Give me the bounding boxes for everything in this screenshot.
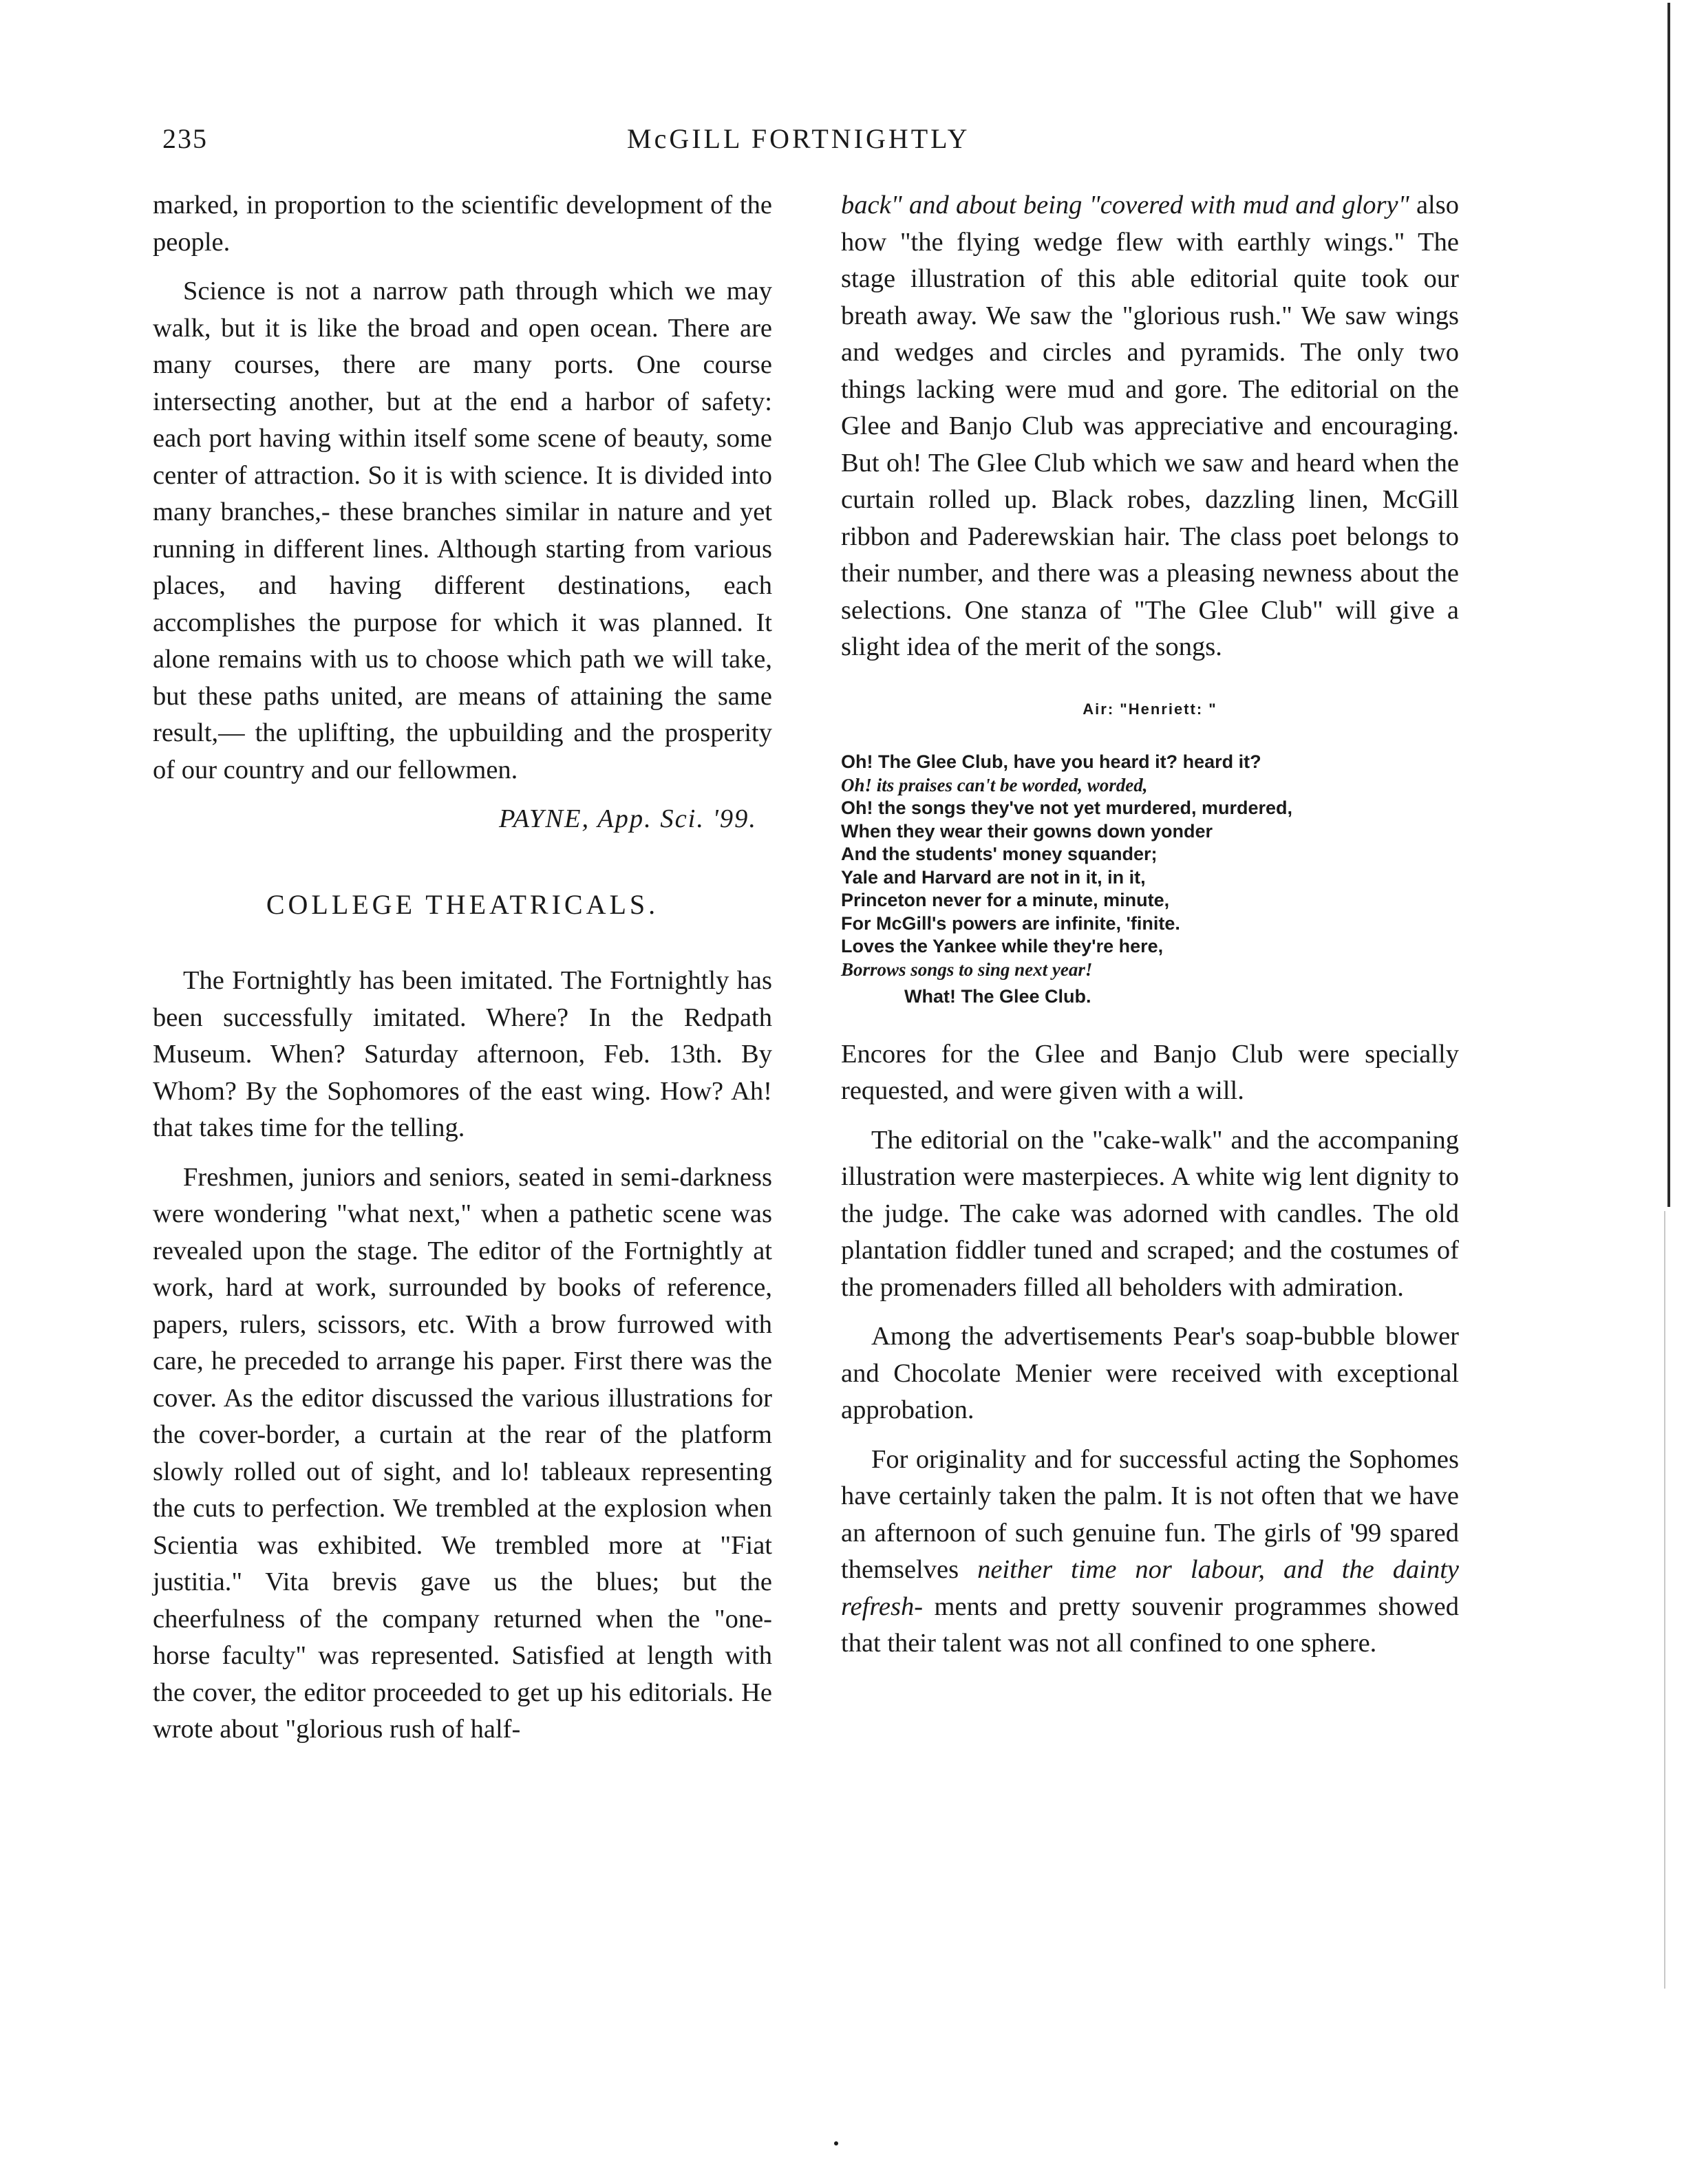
poem-refrain: What! The Glee Club. xyxy=(904,986,1091,1007)
paragraph: Among the advertisements Pear's soap-bubble blower and Chocolate Menier were received with exceptional approbation. xyxy=(841,1322,1459,1424)
right-column xyxy=(841,187,1459,1675)
poem-line: Yale and Harvard are not in it, in it, xyxy=(841,866,1146,888)
paragraph-text: For originality and for successful acting the Sophomes have certainly taken the palm. It is not often that we have an afternoon of such genuine fun. The girls of '99 spared themselves xyxy=(841,1444,1459,1584)
poem-line: Borrows songs to sing next year! xyxy=(841,959,1093,980)
poem-line: Oh! its praises can't be worded, worded, xyxy=(841,774,1148,795)
ink-speck xyxy=(834,2141,838,2145)
poem xyxy=(841,751,1459,1009)
poem-line: And the students' money squander; xyxy=(841,844,1158,864)
paragraph: Freshmen, juniors and seniors, seated in semi-darkness were wondering "what next," when a pathetic scene was revealed upon the stage. The editor of the Fortnightly at work, hard at work, surrounded by books of reference, papers, rulers, scissors, etc. With a brow furrowed with care, he preceded to arrange his paper. First there was the cover. As the editor discussed the various illustrations for the cover-border, a curtain at the rear of the platform slowly rolled out of sight, and lo! tableaux representing the cuts to perfection. We trembled at the explosion when Scientia was exhibited. We trembled more at "Fiat justitia." Vita brevis gave us the blues; but the cheerfulness of the company returned when the "one-horse faculty" was represented. Satisfied at length with the cover, the editor proceeded to get up his editorials. He wrote about "glorious rush of half- xyxy=(153,1162,772,1744)
poem-line: Oh! The Glee Club, have you heard it? heard it? xyxy=(841,751,1261,772)
poem-line: For McGill's powers are infinite, 'finite. xyxy=(841,912,1180,934)
section-title: COLLEGE THEATRICALS. xyxy=(266,888,659,920)
poem-line: Loves the Yankee while they're here, xyxy=(841,936,1164,956)
paragraph xyxy=(841,187,1459,666)
paragraph: Encores for the Glee and Banjo Club were specially requested, and were given with a will. xyxy=(841,1039,1459,1105)
page-header xyxy=(162,122,1456,164)
left-column xyxy=(153,187,772,1761)
page-edge-mark xyxy=(1667,3,1670,1207)
poem-line: When they wear their gowns down yonder xyxy=(841,820,1213,842)
song-air-caption: Air: "Henriett: " xyxy=(1083,700,1217,718)
paragraph-text: also how "the flying wedge flew with earthly wings." The stage illustration of this able editorial quite took our breath away. We saw the "glorious rush." We saw wings and wedges and circles and pyramids. The only two things lacking were mud and gore. The editorial on the Glee and Banjo Club was appreciative and encouraging. But oh! The Glee Club which we saw and heard when the curtain rolled up. Black robes, dazzling linen, McGill ribbon and Paderewskian hair. The class poet belongs to their number, and there was a pleasing newness about the selections. One stanza of "The Glee Club" will give a slight idea of the merit of the songs. xyxy=(841,191,1459,661)
italic-text: neither time nor labour, and the dainty refresh- xyxy=(841,1555,1459,1621)
paragraph-text: ments and pretty souvenir programmes showed that their talent was not all confined to one sphere. xyxy=(841,1592,1460,1658)
paragraph xyxy=(841,1442,1459,1662)
paragraph: marked, in proportion to the scientific development of the people. xyxy=(153,191,772,257)
page-number: 235 xyxy=(162,123,208,154)
paragraph: Science is not a narrow path through which we may walk, but it is like the broad and open ocean. There are many courses, there are many ports. One course intersecting another, but at the end a harbor of safety: each port having within itself some scene of beauty, some center of attraction. So it is with science. It is divided into many branches,- these branches similar in nature and yet running in different lines. Although starting from various places, and having different destinations, each accomplishes the purpose for which it was planned. It alone remains with us to choose which path we will take, but these paths united, are means of attaining the same result,— the uplifting, the upbuilding and the prosperity of our country and our fellowmen. xyxy=(153,277,772,784)
page-edge-shadow xyxy=(1664,1211,1665,1989)
running-head: McGILL FORTNIGHTLY xyxy=(627,123,970,154)
poem-line: Oh! the songs they've not yet murdered, murdered, xyxy=(841,797,1293,818)
author-signature: PAYNE, App. Sci. '99. xyxy=(498,804,757,833)
poem-line: Princeton never for a minute, minute, xyxy=(841,890,1170,910)
italic-text: back" and about being "covered with mud and glory" xyxy=(841,191,1409,220)
paragraph: The editorial on the "cake-walk" and the accompaning illustration were masterpieces. A white wig lent dignity to the judge. The cake was adorned with candles. The old plantation fiddler tuned and scraped; and the costumes of the promenaders filled all beholders with admiration. xyxy=(841,1125,1459,1302)
paragraph: The Fortnightly has been imitated. The Fortnightly has been successfully imitated. Where? In the Redpath Museum. When? Saturday afternoon, Feb. 13th. By Whom? By the Sophomores of the east wing. How? Ah! that takes time for the telling. xyxy=(153,966,772,1142)
